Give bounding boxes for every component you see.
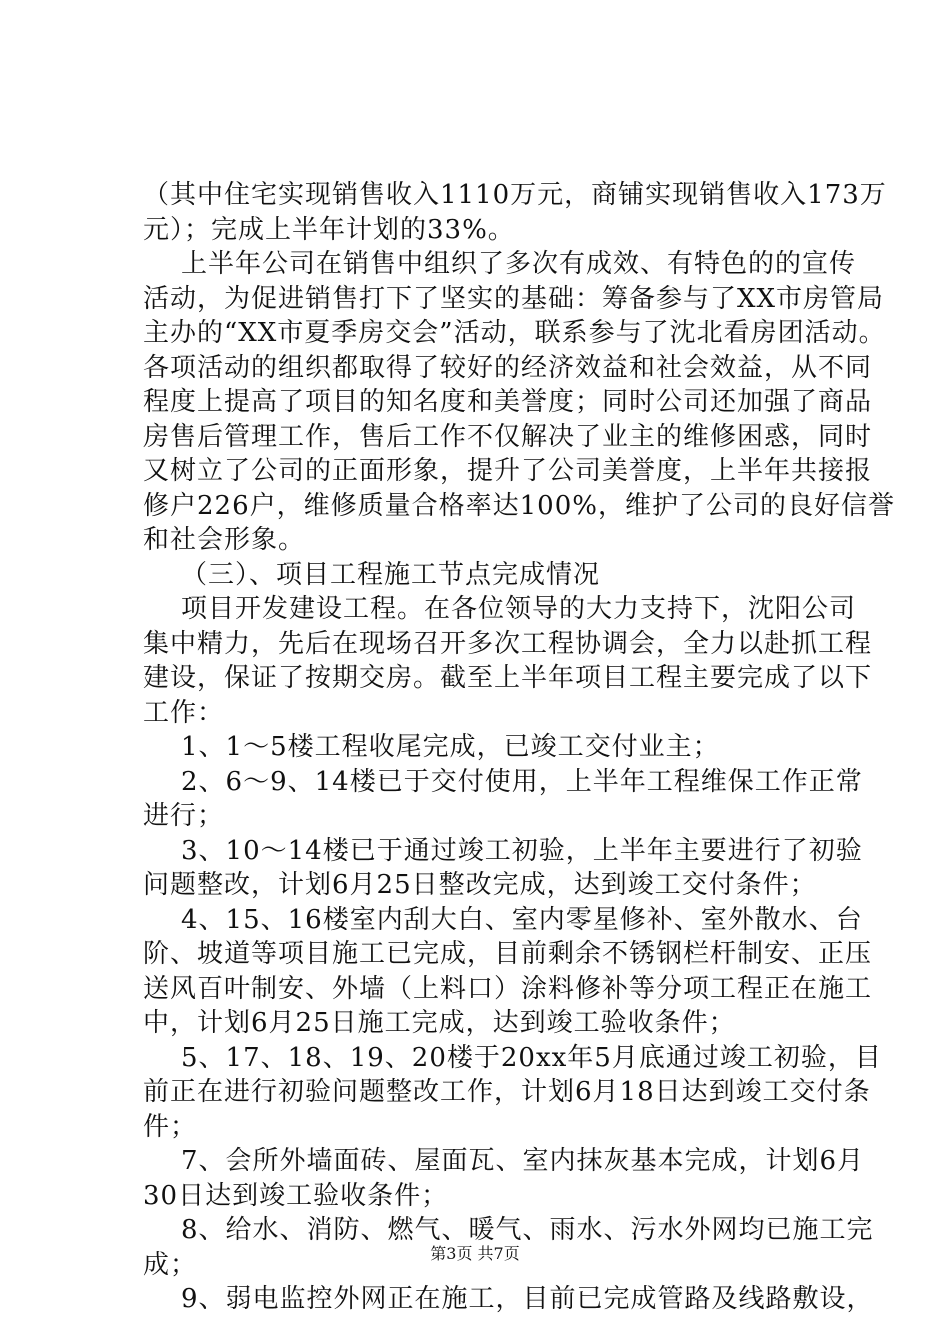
text-line: 前正在进行初验问题整改工作，计划6月18日达到竣工交付条 bbox=[143, 1077, 871, 1107]
text-line: （其中住宅实现销售收入1110万元，商铺实现销售收入173万 bbox=[143, 180, 887, 210]
text-line: 中，计划6月25日施工完成，达到竣工验收条件； bbox=[143, 1008, 736, 1038]
list-item: 5、17、18、19、20楼于20xx年5月底通过竣工初验，目 bbox=[181, 1043, 882, 1073]
text-line: 送风百叶制安、外墙（上料口）涂料修补等分项工程正在施工 bbox=[143, 974, 873, 1004]
text-line: 建设，保证了按期交房。截至上半年项目工程主要完成了以下 bbox=[143, 663, 873, 693]
text-line: 成； bbox=[143, 1250, 198, 1280]
text-line: 房售后管理工作，售后工作不仅解决了业主的维修困惑，同时 bbox=[143, 422, 873, 452]
text-line: 件； bbox=[143, 1112, 198, 1142]
text-line: 工作： bbox=[143, 698, 225, 728]
list-item: 8、给水、消防、燃气、暖气、雨水、污水外网均已施工完 bbox=[181, 1215, 874, 1245]
text-line: 问题整改，计划6月25日整改完成，达到竣工交付条件； bbox=[143, 870, 817, 900]
text-line: 阶、坡道等项目施工已完成，目前剩余不锈钢栏杆制安、正压 bbox=[143, 939, 873, 969]
text-line: 30日达到竣工验收条件； bbox=[143, 1181, 449, 1211]
text-line: 和社会形象。 bbox=[143, 525, 306, 555]
list-item: 7、会所外墙面砖、屋面瓦、室内抹灰基本完成，计划6月 bbox=[181, 1146, 865, 1176]
text-line: 程度上提高了项目的知名度和美誉度；同时公司还加强了商品 bbox=[143, 387, 873, 417]
text-line: 集中精力，先后在现场召开多次工程协调会，全力以赴抓工程 bbox=[143, 629, 873, 659]
page-footer: 第3页 共7页 bbox=[430, 1244, 520, 1263]
text-line: 项目开发建设工程。在各位领导的大力支持下，沈阳公司 bbox=[181, 594, 857, 624]
text-line: 主办的“XX市夏季房交会”活动，联系参与了沈北看房团活动。 bbox=[143, 318, 886, 348]
text-line: 元）；完成上半年计划的33%。 bbox=[143, 215, 515, 245]
list-item: 9、弱电监控外网正在施工，目前已完成管路及线路敷设， bbox=[181, 1284, 874, 1314]
text-line: 上半年公司在销售中组织了多次有成效、有特色的的宣传 bbox=[181, 249, 857, 279]
list-item: 2、6～9、14楼已于交付使用，上半年工程维保工作正常 bbox=[181, 767, 863, 797]
text-line: 活动，为促进销售打下了坚实的基础：筹备参与了XX市房管局 bbox=[143, 284, 885, 314]
section-heading: （三）、项目工程施工节点完成情况 bbox=[181, 560, 601, 590]
text-line: 各项活动的组织都取得了较好的经济效益和社会效益，从不同 bbox=[143, 353, 873, 383]
text-line: 又树立了公司的正面形象，提升了公司美誉度，上半年共接报 bbox=[143, 456, 873, 486]
text-line: 进行； bbox=[143, 801, 225, 831]
text-line: 修户226户，维修质量合格率达100%，维护了公司的良好信誉 bbox=[143, 491, 895, 521]
list-item: 1、1～5楼工程收尾完成，已竣工交付业主； bbox=[181, 732, 720, 762]
list-item: 3、10～14楼已于通过竣工初验，上半年主要进行了初验 bbox=[181, 836, 863, 866]
list-item: 4、15、16楼室内刮大白、室内零星修补、室外散水、台 bbox=[181, 905, 863, 935]
